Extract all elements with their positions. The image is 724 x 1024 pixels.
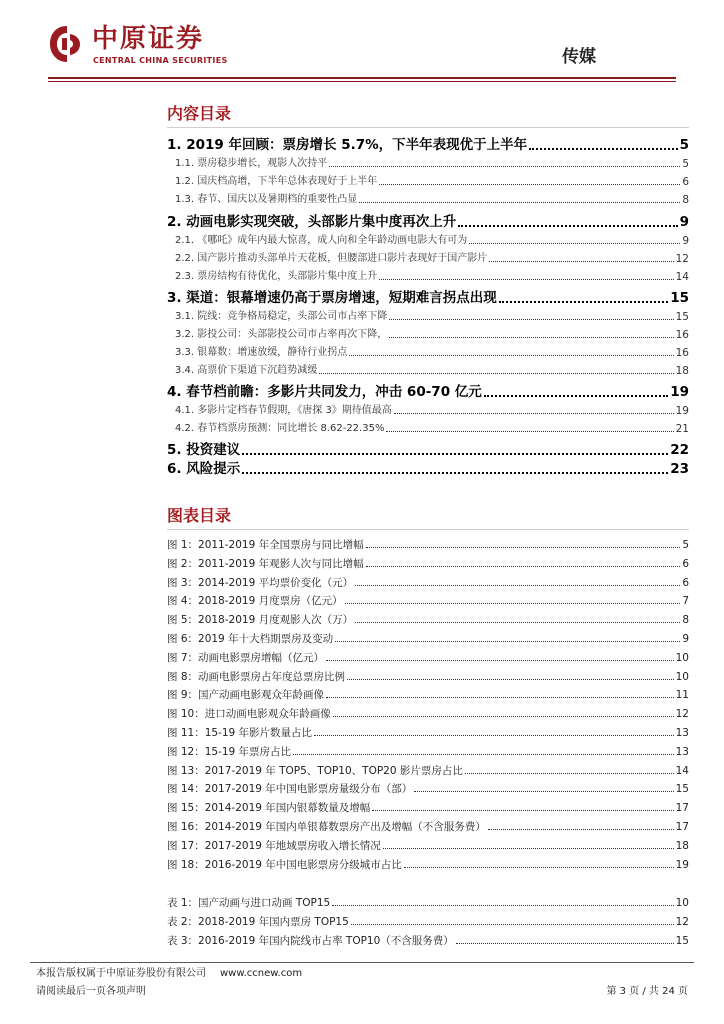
toc-entry[interactable] xyxy=(167,915,689,929)
toc-entry-title: 4. 春节档前瞻：多影片共同发力，冲击 60-70 亿元 xyxy=(167,384,482,400)
dot-leader xyxy=(242,453,668,455)
dot-leader xyxy=(349,355,673,356)
toc-entry[interactable] xyxy=(167,234,689,248)
toc-entry-page: 18 xyxy=(675,365,689,377)
report-sector: 传媒 xyxy=(562,47,596,67)
dot-leader xyxy=(355,622,680,623)
dot-leader xyxy=(332,905,673,906)
toc-entry-page: 10 xyxy=(675,670,689,683)
toc-entry-title: 图 2：2011-2019 年观影人次与同比增幅 xyxy=(167,557,364,570)
toc-entry-page: 8 xyxy=(682,614,689,627)
toc-entry[interactable] xyxy=(167,136,689,154)
toc-entry-title: 图 4：2018-2019 月度票房（亿元） xyxy=(167,595,343,608)
page-number: 第 3 页 / 共 24 页 xyxy=(606,986,688,997)
toc-entry-title: 3.3. 银幕数：增速放缓，静待行业拐点 xyxy=(175,347,348,358)
dot-leader xyxy=(366,547,681,548)
dot-leader xyxy=(366,566,681,567)
toc-entry-page: 12 xyxy=(675,916,689,928)
toc-entry-page: 5 xyxy=(679,137,689,153)
dot-leader xyxy=(345,603,681,604)
toc-entry[interactable] xyxy=(167,364,689,378)
toc-entry[interactable] xyxy=(167,310,689,324)
dot-leader xyxy=(383,848,674,849)
toc-entry-title: 图 3：2014-2019 平均票价变化（元） xyxy=(167,576,354,589)
dot-leader xyxy=(372,810,673,811)
dot-leader xyxy=(326,697,674,698)
dot-leader xyxy=(414,791,673,792)
toc-entry-title: 5. 投资建议 xyxy=(167,442,241,458)
toc-entry-title: 3.4. 高票价下渠道下沉趋势减缓 xyxy=(175,365,318,376)
toc-entry-page: 14 xyxy=(675,764,689,777)
dot-leader xyxy=(456,943,674,944)
dot-leader xyxy=(319,373,673,374)
dot-leader xyxy=(389,319,673,320)
header-divider-thin xyxy=(48,81,676,82)
toc-entry-page: 9 xyxy=(682,633,689,645)
toc-entry[interactable] xyxy=(167,383,689,401)
header-divider xyxy=(48,77,676,79)
toc-entry-title: 图 11：15-19 年影片数量占比 xyxy=(167,727,313,739)
toc-entry[interactable] xyxy=(167,193,689,207)
toc-entry-page: 12 xyxy=(675,708,689,721)
toc-entry-page: 7 xyxy=(682,595,689,608)
toc-entry-title: 图 9：国产动画电影观众年龄画像 xyxy=(167,689,325,702)
toc-entry[interactable] xyxy=(167,404,689,418)
dot-leader xyxy=(394,413,674,414)
toc-entry-title: 图 5：2018-2019 月度观影人次（万） xyxy=(167,614,354,627)
toc-entry-title: 图 10：进口动画电影观众年龄画像 xyxy=(167,708,331,721)
dot-leader xyxy=(242,472,668,474)
toc-entry[interactable] xyxy=(167,557,689,571)
toc-entry-page: 6 xyxy=(682,576,689,589)
toc-entry-title: 2. 动画电影实现突破，头部影片集中度再次上升 xyxy=(167,214,457,230)
toc-entry[interactable] xyxy=(167,764,689,778)
toc-entry[interactable] xyxy=(167,726,689,740)
copyright-text: 本报告版权属于中原证券股份有限公司 xyxy=(36,968,206,979)
toc-entry[interactable] xyxy=(167,594,689,608)
toc-entry[interactable] xyxy=(167,175,689,189)
toc-entry-page: 19 xyxy=(675,405,689,417)
toc-entry-page: 13 xyxy=(675,727,689,739)
toc-entry-page: 6 xyxy=(682,557,689,570)
company-url-link[interactable]: www.ccnew.com xyxy=(220,968,303,979)
dot-leader xyxy=(529,148,677,150)
logo-english-name: CENTRAL CHINA SECURITIES xyxy=(93,56,228,65)
toc-entry-title: 4.1. 多影片定档春节假期，《唐探 3》期待值最高 xyxy=(175,405,392,416)
toc-entry-page: 8 xyxy=(682,194,689,206)
toc-entry-page: 16 xyxy=(675,347,689,359)
toc-entry-title: 1.1. 票房稳步增长，观影人次持平 xyxy=(175,158,328,169)
toc-entry-title: 1.2. 国庆档高增，下半年总体表现好于上半年 xyxy=(175,176,378,187)
toc-entry[interactable] xyxy=(167,688,689,702)
toc-entry-page: 5 xyxy=(682,158,689,170)
toc-entry-page: 22 xyxy=(670,442,689,458)
dot-leader xyxy=(488,829,674,830)
contents-title-rule xyxy=(167,127,689,128)
dot-leader xyxy=(347,679,674,680)
toc-entry-title: 1. 2019 年回顾：票房增长 5.7%，下半年表现优于上半年 xyxy=(167,137,528,153)
footer-divider xyxy=(30,962,694,963)
toc-entry[interactable] xyxy=(167,576,689,590)
toc-entry-title: 图 6：2019 年十大档期票房及变动 xyxy=(167,633,334,645)
figures-title-rule xyxy=(167,529,689,530)
dot-leader xyxy=(379,279,673,280)
toc-entry-title: 4.2. 春节档票房预测：同比增长 8.62-22.35% xyxy=(175,423,385,434)
toc-entry-page: 19 xyxy=(675,858,689,871)
toc-entry-page: 23 xyxy=(670,461,689,477)
toc-entry[interactable] xyxy=(167,441,689,459)
toc-entry-title: 图 7：动画电影票房增幅（亿元） xyxy=(167,651,325,664)
toc-entry[interactable] xyxy=(167,839,689,853)
toc-entry[interactable] xyxy=(167,538,689,552)
toc-entry[interactable] xyxy=(167,346,689,360)
toc-entry[interactable] xyxy=(167,213,689,231)
toc-entry[interactable] xyxy=(167,651,689,665)
toc-entry[interactable] xyxy=(167,801,689,815)
figures-title: 图表目录 xyxy=(167,506,232,525)
toc-entry-page: 9 xyxy=(679,214,689,230)
toc-entry-title: 6. 风险提示 xyxy=(167,461,241,477)
dot-leader xyxy=(469,243,680,244)
toc-entry-title: 表 3：2016-2019 年国内院线市占率 TOP10（不含服务费） xyxy=(167,935,454,947)
toc-entry[interactable] xyxy=(167,782,689,796)
contents-title: 内容目录 xyxy=(167,104,232,123)
dot-leader xyxy=(386,431,673,432)
toc-entry[interactable] xyxy=(167,858,689,872)
toc-entry-page: 6 xyxy=(682,176,689,188)
toc-entry-page: 10 xyxy=(675,897,689,909)
dot-leader xyxy=(355,585,680,586)
toc-entry[interactable] xyxy=(167,328,689,342)
dot-leader xyxy=(333,716,674,717)
dot-leader xyxy=(458,225,677,227)
toc-entry[interactable] xyxy=(167,460,689,478)
toc-entry[interactable] xyxy=(167,289,689,307)
toc-entry-page: 17 xyxy=(675,821,689,833)
toc-entry-page: 12 xyxy=(675,253,689,265)
toc-entry[interactable] xyxy=(167,820,689,834)
company-logo-icon xyxy=(48,24,86,64)
footer-copyright xyxy=(36,967,302,981)
toc-entry-page: 17 xyxy=(675,802,689,815)
toc-entry-page: 19 xyxy=(670,384,689,400)
toc-entry-title: 表 1：国产动画与进口动画 TOP15 xyxy=(167,897,331,909)
toc-entry-title: 2.2. 国产影片推动头部单片天花板，但腰部进口影片表现好于国产影片 xyxy=(175,253,488,264)
footer-notice: 请阅读最后一页各项声明 xyxy=(36,986,146,997)
toc-entry-page: 16 xyxy=(675,329,689,341)
dot-leader xyxy=(499,301,668,303)
toc-entry-page: 13 xyxy=(675,745,689,758)
toc-entry-title: 3. 渠道：银幕增速仍高于票房增速，短期难言拐点出现 xyxy=(167,290,497,306)
dot-leader xyxy=(389,337,673,338)
toc-entry-page: 15 xyxy=(670,290,689,306)
toc-entry-title: 图 12：15-19 年票房占比 xyxy=(167,745,292,758)
logo-chinese-name: 中原证券 xyxy=(92,24,205,54)
toc-entry-title: 表 2：2018-2019 年国内票房 TOP15 xyxy=(167,916,349,928)
toc-entry[interactable] xyxy=(167,157,689,171)
toc-entry-page: 10 xyxy=(675,651,689,664)
toc-entry-title: 3.2. 影投公司：头部影投公司市占率再次下降， xyxy=(175,329,388,340)
toc-entry-title: 图 16：2014-2019 年国内单银幕数票房产出及增幅（不含服务费） xyxy=(167,821,486,833)
dot-leader xyxy=(314,735,674,736)
dot-leader xyxy=(484,395,668,397)
toc-entry-title: 图 15：2014-2019 年国内银幕数量及增幅 xyxy=(167,802,371,815)
toc-entry[interactable] xyxy=(167,745,689,759)
toc-entry[interactable] xyxy=(167,934,689,948)
toc-entry-title: 图 1：2011-2019 年全国票房与同比增幅 xyxy=(167,539,364,551)
toc-entry-page: 21 xyxy=(675,423,689,435)
dot-leader xyxy=(404,867,674,868)
toc-entry[interactable] xyxy=(167,632,689,646)
toc-entry-page: 9 xyxy=(682,235,689,247)
toc-entry-page: 15 xyxy=(675,935,689,947)
dot-leader xyxy=(329,166,680,167)
toc-entry-page: 15 xyxy=(675,311,689,323)
toc-entry-title: 图 14：2017-2019 年中国电影票房量级分布（部） xyxy=(167,783,413,796)
toc-entry[interactable] xyxy=(167,707,689,721)
dot-leader xyxy=(465,773,674,774)
toc-entry-page: 15 xyxy=(675,783,689,796)
toc-entry-title: 2.1. 《哪吒》成年内最大惊喜，成人向和全年龄动画电影大有可为 xyxy=(175,235,468,246)
dot-leader xyxy=(379,184,680,185)
dot-leader xyxy=(335,641,680,642)
toc-entry-title: 图 13：2017-2019 年 TOP5、TOP10、TOP20 影片票房占比 xyxy=(167,764,463,777)
toc-entry[interactable] xyxy=(167,422,689,436)
dot-leader xyxy=(326,660,674,661)
toc-entry-title: 图 8：动画电影票房占年度总票房比例 xyxy=(167,670,346,683)
dot-leader xyxy=(351,924,674,925)
toc-entry[interactable] xyxy=(167,670,689,684)
dot-leader xyxy=(293,754,674,755)
toc-entry[interactable] xyxy=(167,270,689,284)
toc-entry[interactable] xyxy=(167,896,689,910)
dot-leader xyxy=(359,202,680,203)
toc-entry-page: 14 xyxy=(675,271,689,283)
toc-entry[interactable] xyxy=(167,252,689,266)
toc-entry-title: 3.1. 院线：竞争格局稳定，头部公司市占率下降 xyxy=(175,311,388,322)
toc-entry-title: 图 18：2016-2019 年中国电影票房分级城市占比 xyxy=(167,858,402,871)
dot-leader xyxy=(489,261,673,262)
toc-entry-title: 2.3. 票房结构有待优化，头部影片集中度上升 xyxy=(175,271,378,282)
toc-entry-page: 11 xyxy=(675,689,689,702)
toc-entry-title: 图 17：2017-2019 年地域票房收入增长情况 xyxy=(167,839,381,852)
toc-entry-page: 5 xyxy=(682,539,689,551)
toc-entry-title: 1.3. 春节、国庆以及暑期档的重要性凸显 xyxy=(175,194,358,205)
toc-entry[interactable] xyxy=(167,613,689,627)
toc-entry-page: 18 xyxy=(675,839,689,852)
